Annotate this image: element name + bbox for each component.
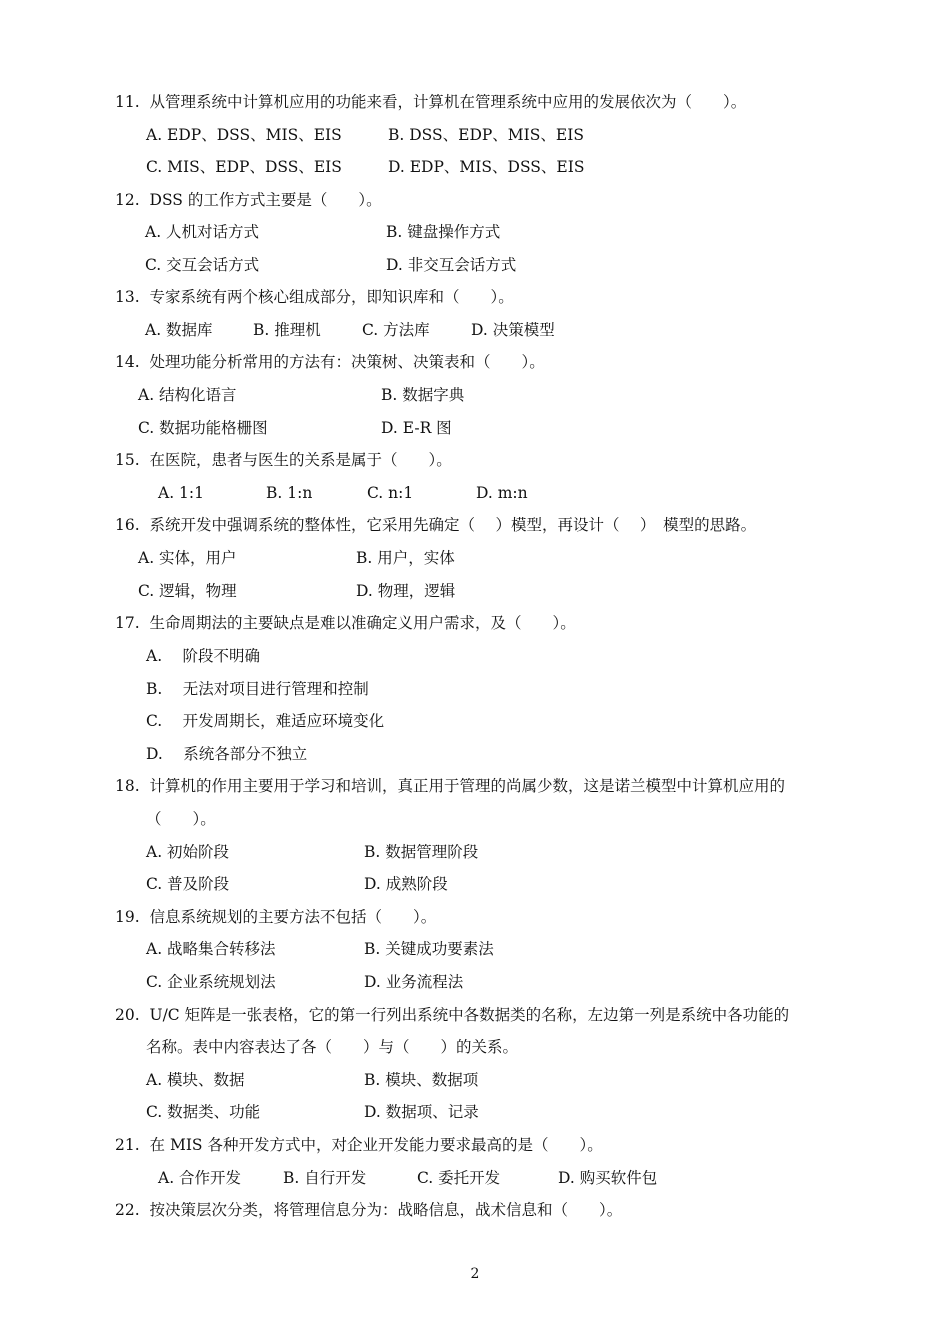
question-number: 12. bbox=[115, 191, 140, 209]
question-13 bbox=[115, 287, 514, 307]
question-text: 从管理系统中计算机应用的功能来看，计算机在管理系统中应用的发展依次为（ ）。 bbox=[149, 93, 747, 111]
question-text: 生命周期法的主要缺点是难以准确定义用户需求，及（ ）。 bbox=[149, 614, 576, 632]
option: D. 业务流程法 bbox=[364, 973, 464, 991]
question-continuation: （ ）。 bbox=[146, 810, 216, 828]
option: A. 数据库 bbox=[145, 321, 213, 339]
option: D. 数据项、记录 bbox=[364, 1103, 479, 1121]
option: B. 模块、数据项 bbox=[364, 1071, 479, 1089]
question-number: 16. bbox=[115, 516, 140, 534]
option: B. 1:n bbox=[266, 484, 313, 502]
question-15 bbox=[115, 450, 452, 470]
question-19 bbox=[115, 907, 436, 927]
question-text: 在医院，患者与医生的关系是属于（ ）。 bbox=[149, 451, 452, 469]
question-text: 计算机的作用主要用于学习和培训，真正用于管理的尚属少数，这是诺兰模型中计算机应用的 bbox=[149, 777, 786, 795]
option: A. 初始阶段 bbox=[146, 843, 230, 861]
option: C. 普及阶段 bbox=[146, 875, 230, 893]
question-text: 专家系统有两个核心组成部分，即知识库和（ ）。 bbox=[149, 288, 514, 306]
option: B. 用户，实体 bbox=[356, 549, 455, 567]
option: D. 购买软件包 bbox=[558, 1169, 658, 1187]
option: B. 无法对项目进行管理和控制 bbox=[146, 680, 369, 698]
question-continuation: 名称。表中内容表达了各（ ）与（ ）的关系。 bbox=[146, 1038, 519, 1056]
question-text: DSS 的工作方式主要是（ ）。 bbox=[149, 191, 382, 209]
option: C. 开发周期长，难适应环境变化 bbox=[146, 712, 385, 730]
option: A. 模块、数据 bbox=[146, 1071, 245, 1089]
question-16 bbox=[115, 515, 756, 535]
option: B. DSS、EDP、MIS、EIS bbox=[388, 126, 584, 144]
option: B. 键盘操作方式 bbox=[386, 223, 501, 241]
question-11 bbox=[115, 92, 746, 112]
option: C. 数据功能格栅图 bbox=[138, 419, 268, 437]
option: C. 企业系统规划法 bbox=[146, 973, 276, 991]
option: D. 系统各部分不独立 bbox=[146, 745, 308, 763]
question-20 bbox=[115, 1005, 789, 1025]
option: B. 数据管理阶段 bbox=[364, 843, 479, 861]
question-21 bbox=[115, 1135, 603, 1155]
option: B. 数据字典 bbox=[381, 386, 465, 404]
option: D. m:n bbox=[476, 484, 528, 502]
question-text: 处理功能分析常用的方法有：决策树、决策表和（ ）。 bbox=[149, 353, 545, 371]
option: A. 实体，用户 bbox=[138, 549, 237, 567]
option: A. 人机对话方式 bbox=[145, 223, 260, 241]
option: B. 关键成功要素法 bbox=[364, 940, 494, 958]
option: A. 合作开发 bbox=[158, 1169, 242, 1187]
option: A. 阶段不明确 bbox=[146, 647, 261, 665]
option: D. EDP、MIS、DSS、EIS bbox=[388, 158, 585, 176]
question-12 bbox=[115, 190, 382, 210]
option: B. 自行开发 bbox=[283, 1169, 367, 1187]
option: C. 数据类、功能 bbox=[146, 1103, 261, 1121]
question-number: 19. bbox=[115, 908, 140, 926]
question-text: 按决策层次分类，将管理信息分为：战略信息，战术信息和（ ）。 bbox=[149, 1201, 623, 1219]
question-text: 在 MIS 各种开发方式中，对企业开发能力要求最高的是（ ）。 bbox=[149, 1136, 603, 1154]
question-text: 系统开发中强调系统的整体性，它采用先确定（ ）模型，再设计（ ） 模型的思路。 bbox=[149, 516, 757, 534]
question-22 bbox=[115, 1200, 622, 1220]
option: B. 推理机 bbox=[253, 321, 321, 339]
question-14 bbox=[115, 352, 545, 372]
option: D. 非交互会话方式 bbox=[386, 256, 517, 274]
option: D. 物理，逻辑 bbox=[356, 582, 456, 600]
option: C. n:1 bbox=[367, 484, 414, 502]
question-number: 11. bbox=[115, 93, 140, 111]
question-number: 17. bbox=[115, 614, 140, 632]
question-number: 14. bbox=[115, 353, 140, 371]
question-17 bbox=[115, 613, 576, 633]
option: D. 成熟阶段 bbox=[364, 875, 448, 893]
question-number: 22. bbox=[115, 1201, 140, 1219]
option: A. 战略集合转移法 bbox=[146, 940, 276, 958]
option: A. 结构化语言 bbox=[138, 386, 237, 404]
option: C. 交互会话方式 bbox=[145, 256, 260, 274]
question-number: 18. bbox=[115, 777, 140, 795]
option: C. 方法库 bbox=[362, 321, 430, 339]
option: C. 委托开发 bbox=[417, 1169, 501, 1187]
question-number: 20. bbox=[115, 1006, 140, 1024]
question-number: 13. bbox=[115, 288, 140, 306]
question-text: U/C 矩阵是一张表格，它的第一行列出系统中各数据类的名称，左边第一列是系统中各功能的 bbox=[149, 1006, 790, 1024]
option: A. EDP、DSS、MIS、EIS bbox=[146, 126, 342, 144]
option: C. MIS、EDP、DSS、EIS bbox=[146, 158, 342, 176]
option: A. 1:1 bbox=[158, 484, 204, 502]
question-number: 15. bbox=[115, 451, 140, 469]
question-text: 信息系统规划的主要方法不包括（ ）。 bbox=[149, 908, 437, 926]
question-number: 21. bbox=[115, 1136, 140, 1154]
question-18 bbox=[115, 776, 785, 796]
page-number: 2 bbox=[470, 1266, 480, 1282]
option: D. 决策模型 bbox=[471, 321, 555, 339]
option: D. E-R 图 bbox=[381, 419, 452, 437]
option: C. 逻辑，物理 bbox=[138, 582, 237, 600]
